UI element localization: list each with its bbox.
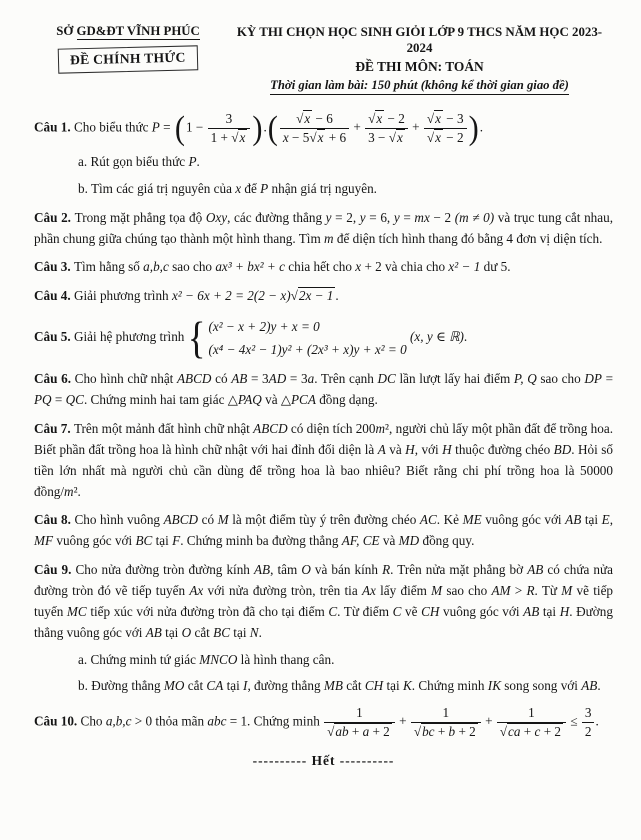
math-italic: ABCD: [163, 512, 199, 528]
math-italic: AB: [231, 371, 248, 387]
math-italic: y: [393, 209, 400, 225]
questions: [34, 111, 613, 740]
math-italic: m: [324, 230, 334, 246]
math-italic: BD: [553, 441, 572, 457]
fraction-denominator: [497, 723, 566, 740]
header-left-block: [34, 24, 222, 72]
math-italic: x: [376, 111, 383, 127]
radical-sign: √: [296, 111, 304, 127]
math-italic: O: [301, 562, 311, 578]
math-italic: PAQ: [237, 392, 262, 408]
radicand: ab + a + 2: [335, 724, 390, 740]
math-italic: x² − 6x + 2 = 2(2 − x): [171, 288, 291, 304]
math-italic: CA: [206, 678, 224, 694]
radicand: [298, 287, 336, 303]
question-10: Câu 10. Cho a,b,c > 0 thỏa mãn abc = 1. Chứng minh $\frac{1}{√ab + a + 2}$ + $\frac{1}{√bc + b + 2}$ + $\frac{1}{√ca + c + 2}$ ≤ $\frac{3}{2}$ .: [34, 705, 599, 740]
fraction: [323, 705, 396, 740]
radical-sign: √: [413, 724, 422, 740]
math-italic: M: [561, 583, 573, 599]
square-root: [427, 110, 443, 126]
question-label: Câu 2.: [34, 209, 75, 225]
math-italic: CH: [421, 603, 440, 619]
question-label: Câu 4.: [34, 288, 74, 304]
paren-content: 1 − $\frac{3}{1 + √x}$: [186, 111, 251, 146]
question-1-subitem-b: b. Tìm các giá trị nguyên của x để P nhận giá trị nguyên.: [78, 180, 377, 196]
fraction-numerator: 3: [582, 705, 595, 723]
math-italic: x: [317, 130, 324, 146]
math-italic: a,b,c: [105, 713, 132, 729]
fraction-denominator: [324, 723, 395, 740]
fraction-numerator: 1: [497, 705, 566, 723]
fraction: [496, 705, 567, 740]
math-italic: DP: [584, 371, 602, 387]
math-italic: QC: [65, 392, 84, 408]
system-rows: [208, 315, 406, 361]
math-italic: P: [260, 180, 269, 196]
radical-sign: √: [499, 724, 508, 740]
math-italic: AD: [268, 371, 287, 387]
math-italic: H: [559, 603, 570, 619]
radical-sign: √: [368, 111, 376, 127]
system-brace: {: [187, 312, 206, 362]
square-root: [309, 129, 325, 145]
math-italic: R: [382, 562, 391, 578]
radicand: [375, 110, 384, 126]
square-root: [427, 129, 443, 145]
math-italic: AB: [523, 603, 540, 619]
square-root: [296, 110, 312, 126]
square-root: [500, 723, 563, 739]
math-italic: BC: [213, 624, 230, 640]
fraction-numerator: √x − 3: [424, 111, 467, 129]
question-2: Câu 2. Trong mặt phẳng tọa độ Oxy, các đường thẳng y = 2, y = 6, y = mx − 2 (m ≠ 0) và trục tung cắt nhau, phần chung giữa chúng tạo thành một hình thang. Tìm m để diện tích hình thang đó bằng 4 đơn vị diện tích.: [34, 209, 614, 246]
math-italic: ABCD: [177, 371, 212, 387]
close-paren: ): [468, 109, 479, 148]
square-root: [414, 723, 478, 739]
math-italic: abc: [207, 713, 227, 729]
math-italic: x: [239, 130, 246, 146]
math-italic: x: [235, 180, 242, 196]
math-italic: K: [402, 678, 412, 694]
radicand: ca + c + 2: [508, 724, 562, 740]
question-label: Câu 1.: [34, 119, 74, 135]
square-root: [368, 110, 384, 126]
question-label: Câu 10.: [34, 713, 81, 729]
math-italic: a,b,c: [143, 259, 169, 275]
fraction-denominator: 1 + √x: [210, 130, 246, 146]
fraction-numerator: 1: [324, 705, 395, 723]
question-label: Câu 9.: [34, 562, 76, 578]
math-italic: ca: [508, 724, 521, 740]
radical-sign: √: [426, 111, 435, 127]
header-right-block: [222, 24, 613, 95]
fraction-numerator: 3: [208, 111, 251, 129]
fraction: [279, 111, 350, 146]
math-italic: P: [151, 119, 160, 135]
question-8: Câu 8. Cho hình vuông ABCD có M là một điểm tùy ý trên đường chéo AC. Kẻ ME vuông góc với AB tại E, MF vuông góc với BC tại F. Chứng minh ba đường thẳng AF, CE và MD đồng quy.: [34, 512, 613, 549]
math-italic: y: [325, 209, 332, 225]
math-italic: x² − 1: [448, 259, 481, 275]
math-italic: BC: [135, 533, 153, 549]
math-italic: x: [396, 130, 403, 146]
math-italic: ax³ + bx² + c: [215, 259, 285, 275]
end-line: [34, 753, 613, 769]
paren-content: $\frac{√x - 6}{x - 5√x + 6}$ + $\frac{√x - 2}{3 - √x}$ + $\frac{√x - 3}{√x - 2}$: [279, 111, 468, 146]
math-italic: O: [181, 624, 192, 640]
system-equation: [208, 338, 406, 361]
math-italic: x: [355, 259, 362, 275]
math-italic: AB: [565, 512, 582, 528]
math-italic: AB: [527, 562, 544, 578]
radicand: [396, 129, 405, 145]
math-italic: Ax: [361, 583, 376, 599]
question-4: Câu 4. Giải phương trình x² − 6x + 2 = 2(2 − x)√2x − 1 .: [34, 288, 339, 304]
math-italic: AC: [419, 512, 437, 528]
math-italic: MNCO: [199, 651, 238, 667]
fraction-numerator: 1: [411, 705, 481, 723]
question-6: Câu 6. Cho hình chữ nhật ABCD có AB = 3AD = 3a. Trên cạnh DC lần lượt lấy hai điểm P, Q sao cho DP = PQ = QC. Chứng minh hai tam giác △PAQ và △PCA đồng dạng.: [34, 371, 614, 408]
math-italic: CH: [364, 678, 384, 694]
math-italic: AB: [253, 562, 271, 578]
math-italic: M: [431, 583, 443, 599]
fraction: [207, 111, 252, 146]
radicand: [317, 129, 326, 145]
fraction-denominator: 2: [584, 724, 592, 740]
math-italic: I: [243, 678, 248, 694]
math-italic: C: [328, 603, 338, 619]
question-9: Câu 9. Cho nửa đường tròn đường kính AB, tâm O và bán kính R. Trên nửa mặt phẳng bờ AB có chứa nửa đường tròn đó vẽ tiếp tuyến Ax với nửa đường tròn, trên tia Ax lấy điểm M sao cho AM > R. Từ M vẽ tiếp tuyến MC tiếp xúc với nửa đường tròn đã cho tại điểm C. Từ điểm C vẽ CH vuông góc với AB tại H. Đường thẳng vuông góc với AB tại O cắt BC tại N.: [34, 562, 614, 640]
question-label: Câu 3.: [34, 259, 74, 275]
paren-group: [267, 111, 480, 146]
math-italic: F: [172, 533, 181, 549]
math-italic: AB: [581, 678, 598, 694]
question-7: Câu 7. Trên một mảnh đất hình chữ nhật ABCD có diện tích 200m², người chủ lấy một phần đất để trồng hoa. Biết phần đất trồng hoa là hình chữ nhật với hai đỉnh đối diện là A và H, với H thuộc đường chéo BD. Hỏi số tiền lớn nhất mà người chủ cần dùng để trồng hoa là bao nhiêu? Biết rằng chi phí trồng hoa là 50000 đồng/m².: [34, 421, 614, 499]
math-italic: E: [601, 512, 610, 528]
math-italic: b: [448, 724, 456, 740]
math-italic: ABCD: [253, 421, 288, 436]
close-paren: ): [252, 109, 263, 148]
exam-header: [34, 24, 613, 95]
math-italic: m: [64, 483, 74, 499]
radicand: bc + b + 2: [422, 724, 476, 740]
radical-sign: √: [426, 130, 435, 146]
end-dashes-left: ----------: [252, 753, 308, 768]
question-3: Câu 3. Tìm hằng số a,b,c sao cho ax³ + bx² + c chia hết cho x + 2 và chia cho x² − 1 dư 5.: [34, 259, 511, 275]
system-equation: [208, 315, 406, 338]
fraction: [581, 705, 596, 740]
end-label: Hết: [311, 753, 340, 768]
official-exam-stamp: ĐỀ CHÍNH THỨC: [58, 45, 198, 73]
math-italic: PQ: [34, 392, 52, 408]
math-italic: MO: [163, 678, 185, 694]
math-italic: (x, y ∈ ℝ): [410, 329, 464, 345]
math-italic: N: [249, 624, 259, 640]
question-label: Câu 5.: [34, 329, 74, 345]
question-1: Câu 1. Cho biểu thức P = ( 1 − $\frac{3}{1 + √x}$ ) . ( $\frac{√x - 6}{x - 5√x + 6}$ + $\frac{√x - 2}{3 - √x}$ + $\frac{√x - 3}{√x - 2}$ ) .: [34, 109, 484, 148]
question-label: Câu 6.: [34, 371, 75, 387]
math-italic: x: [282, 130, 289, 146]
radicand: [434, 129, 443, 145]
exam-subject: ĐỀ THI MÔN: TOÁN: [355, 59, 484, 75]
math-italic: P: [188, 153, 197, 169]
math-italic: MF: [34, 533, 54, 549]
math-italic: IK: [487, 678, 501, 694]
department-name: [34, 24, 222, 39]
square-root: [291, 287, 336, 303]
math-italic: AB: [145, 624, 162, 640]
math-italic: Ax: [189, 583, 204, 599]
math-italic: Oxy: [205, 209, 228, 225]
math-italic: x: [304, 111, 311, 127]
math-italic: a: [307, 371, 315, 387]
math-italic: y: [359, 209, 366, 225]
end-dashes-right: ----------: [339, 753, 395, 768]
math-italic: mx: [414, 209, 430, 225]
fraction-numerator: √x − 6: [280, 111, 349, 129]
math-italic: (x² − x + 2)y + x = 0: [208, 319, 320, 335]
paren-group: [174, 111, 264, 146]
department-prefix: SỞ: [56, 24, 77, 38]
radicand: [434, 110, 443, 126]
question-5: Câu 5. Giải hệ phương trình { (x² − x + 2)y + x = 0 (x⁴ − 4x² − 1)y² + (2x³ + x)y + x² = 0 (x, y ∈ ℝ).: [34, 312, 468, 362]
fraction-denominator: [411, 723, 481, 740]
exam-duration: Thời gian làm bài: 150 phút (không kể thời gian giao đề): [270, 78, 569, 95]
math-italic: A: [377, 441, 386, 457]
fraction: [410, 705, 482, 740]
radical-sign: √: [388, 130, 396, 146]
math-italic: x: [435, 130, 441, 146]
square-root: [231, 129, 247, 145]
math-italic: MB: [323, 678, 343, 694]
math-italic: H: [405, 441, 415, 457]
question-1-subitem-a: a. Rút gọn biểu thức P.: [78, 153, 200, 169]
open-paren: (: [267, 109, 278, 148]
square-root: [327, 723, 392, 739]
fraction-numerator: √x − 2: [365, 111, 408, 129]
radical-sign: √: [231, 130, 239, 146]
fraction-denominator: x − 5√x + 6: [282, 130, 347, 146]
question-label: Câu 7.: [34, 421, 74, 436]
question-9-subitem-a: a. Chứng minh tứ giác MNCO là hình thang cân.: [78, 651, 335, 667]
radical-sign: √: [309, 130, 317, 146]
math-italic: ab: [335, 724, 349, 740]
square-root: [389, 129, 405, 145]
open-paren: (: [174, 109, 185, 148]
math-italic: bc: [422, 724, 435, 740]
fraction-denominator: 3 − √x: [368, 130, 403, 146]
math-italic: (x⁴ − 4x² − 1)y² + (2x³ + x)y + x² = 0: [208, 342, 407, 358]
math-italic: AF, CE: [341, 533, 380, 549]
math-italic: ME: [462, 512, 482, 528]
math-italic: H: [442, 441, 452, 457]
math-italic: AM: [491, 583, 511, 599]
exam-title: KỲ THI CHỌN HỌC SINH GIỎI LỚP 9 THCS NĂM HỌC 2023-2024: [236, 25, 603, 56]
math-italic: P, Q: [513, 371, 537, 387]
math-italic: (m ≠ 0): [454, 209, 495, 225]
question-label: Câu 8.: [34, 512, 75, 528]
math-italic: M: [217, 512, 229, 528]
math-italic: m: [375, 421, 386, 436]
radicand: [238, 129, 247, 145]
math-italic: DC: [377, 371, 396, 387]
fraction-denominator: √x − 2: [426, 130, 464, 146]
math-italic: MC: [66, 603, 87, 619]
math-italic: x: [435, 111, 441, 127]
math-italic: a: [362, 724, 370, 740]
math-italic: 2x − 1: [298, 288, 334, 304]
question-9-subitem-b: b. Đường thẳng MO cắt CA tại I, đường thẳng MB cắt CH tại K. Chứng minh IK song song với AB.: [78, 678, 601, 694]
radicand: [303, 110, 312, 126]
department-main: GD&ĐT VĨNH PHÚC: [76, 24, 200, 38]
radical-sign: √: [290, 288, 298, 304]
math-italic: PCA: [290, 392, 316, 408]
fraction: [423, 111, 468, 146]
math-italic: C: [392, 603, 402, 619]
math-italic: MD: [398, 533, 420, 549]
math-italic: R: [526, 583, 535, 599]
math-italic: c: [534, 724, 541, 740]
fraction: [364, 111, 409, 146]
radical-sign: √: [327, 724, 335, 740]
